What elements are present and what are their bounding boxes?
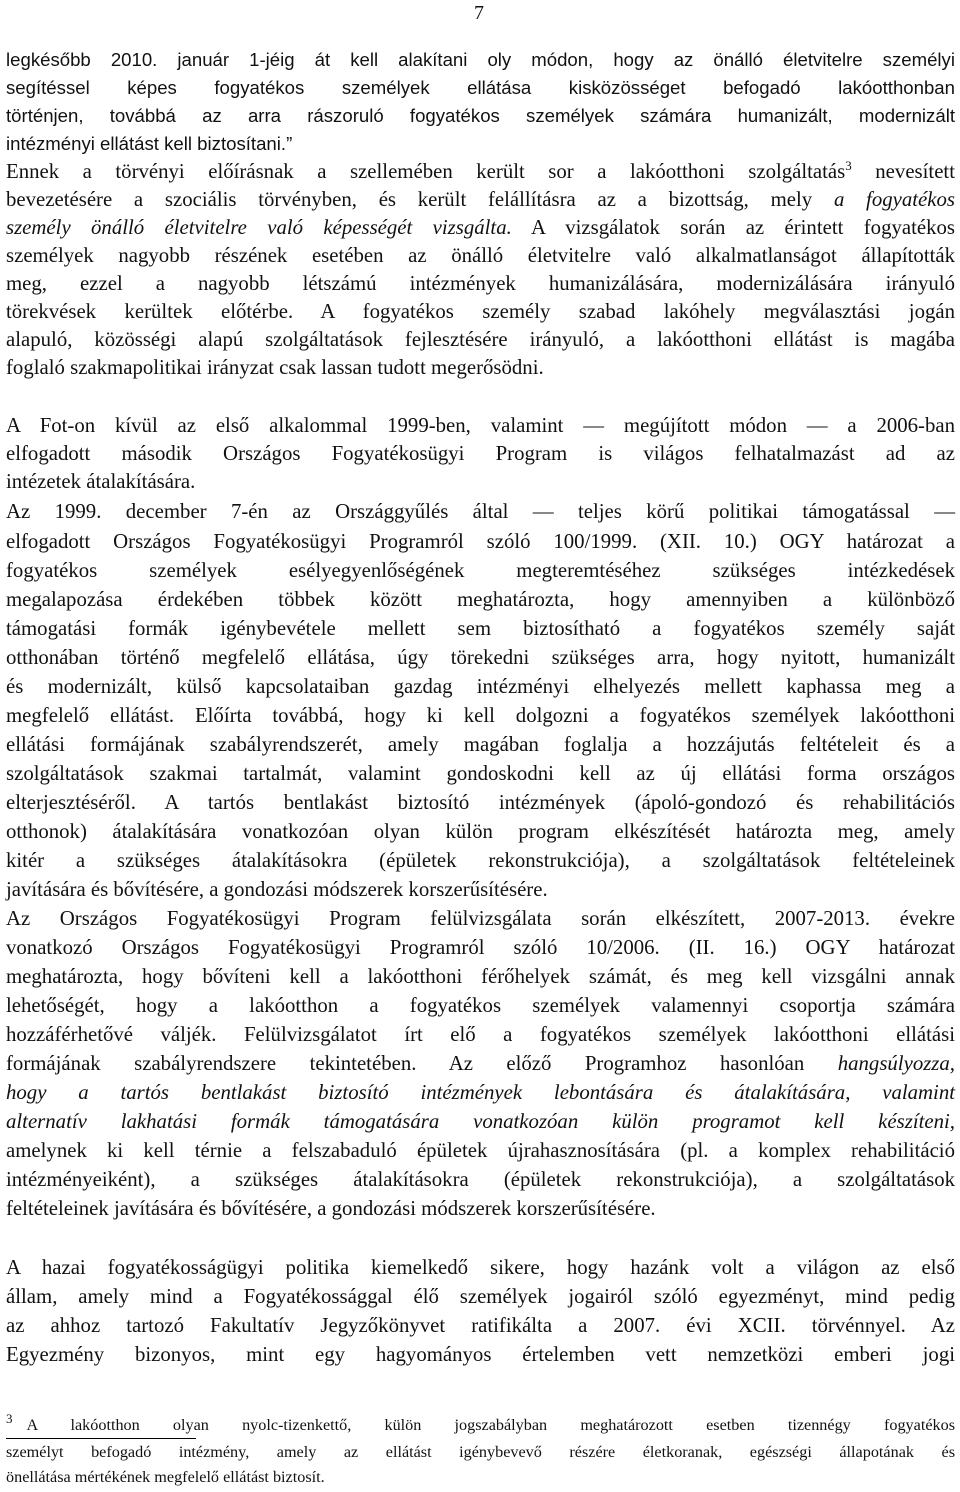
body-text: bevezetésére a szociális törvényben, és került felállításra az a bizottság, mely: [6, 188, 813, 211]
body-line: elfogadott Országos Fogyatékosügyi Programról szóló 100/1999. (XII. 10.) OGY határozat a: [6, 530, 955, 553]
body-line: állam, amely mind a Fogyatékossággal élő személyek jogairól szóló egyezményt, mind pedig: [6, 1285, 955, 1308]
body-line: meghatározta, hogy bővíteni kell a lakóotthoni férőhelyek számát, és meg kell vizsgálni annak: [6, 965, 955, 988]
footnote-line: [6, 1411, 955, 1436]
body-line: legkésőbb 2010. január 1-jéig át kell alakítani oly módon, hogy az önálló életvitelre személyi: [6, 49, 955, 70]
footnote-line: önellátása mértékének megfelelő ellátást biztosít.: [6, 1468, 325, 1486]
body-line: hogy a tartós bentlakást biztosító intézmények lebontására és átalakítására, valamint: [6, 1081, 955, 1104]
body-text: formájának szabályrendszere tekintetében. Az előző Programhoz hasonlóan: [6, 1052, 838, 1075]
body-line: intézményi ellátást kell biztosítani.”: [6, 133, 293, 154]
body-text: nevesített: [851, 160, 955, 183]
body-line: [6, 186, 955, 214]
body-text: Ennek a törvényi előírásnak a szellemében került sor a lakóotthoni szolgáltatás: [6, 160, 846, 183]
body-line: A Fot-on kívül az első alkalommal 1999-ben, valamint — megújított módon — a 2006-ban: [6, 414, 955, 437]
body-line: megfelelő ellátást. Előírta továbbá, hogy ki kell dolgozni a fogyatékos személyek lakóotthoni: [6, 704, 955, 727]
body-line: javítására és bővítésére, a gondozási módszerek korszerűsítésére.: [6, 878, 548, 901]
body-line: intézményeiként), a szükséges átalakításokra (épületek rekonstrukciója), a szolgáltatások: [6, 1168, 955, 1191]
body-line: [6, 158, 955, 186]
body-line: A hazai fogyatékosságügyi politika kiemelkedő sikere, hogy hazánk volt a világon az első: [6, 1256, 955, 1279]
body-line: amelynek ki kell térnie a felszabaduló épületek újrahasznosítására (pl. a komplex rehabilitáció: [6, 1139, 955, 1162]
body-line: történjen, továbbá az arra rászoruló fogyatékos személyek számára humanizált, modernizált: [6, 105, 955, 126]
body-line: intézetek átalakítására.: [6, 470, 196, 493]
body-line: Az 1999. december 7-én az Országgyűlés által — teljes körű politikai támogatással —: [6, 500, 955, 523]
body-line: személyek nagyobb részének esetében az önálló életvitelre való alkalmatlanságot állapították: [6, 244, 955, 267]
body-line: meg, ezzel a nagyobb létszámú intézmények humanizálására, modernizálására irányuló: [6, 272, 955, 295]
body-line: törekvések kerültek előtérbe. A fogyatékos személy szabad lakóhely megválasztási jogán: [6, 300, 955, 323]
italic-text: hangsúlyozza,: [837, 1052, 955, 1075]
body-line: [6, 214, 955, 242]
body-text: A vizsgálatok során az érintett fogyatékos: [511, 216, 955, 239]
body-line: szolgáltatások szakmai tartalmát, valamint gondoskodni kell az új ellátási forma országos: [6, 762, 955, 785]
italic-text: a fogyatékos: [833, 188, 955, 211]
body-line: Az Országos Fogyatékosügyi Program felülvizsgálata során elkészített, 2007-2013. évekre: [6, 907, 955, 930]
body-line: fogyatékos személyek esélyegyenlőségének megteremtéséhez szükséges intézkedések: [6, 559, 955, 582]
body-line: elfogadott második Országos Fogyatékosügyi Program is világos felhatalmazást ad az: [6, 442, 955, 465]
body-line: otthonok) átalakítására vonatkozóan olyan külön program elkészítését határozta meg, amely: [6, 820, 955, 843]
body-line: az ahhoz tartozó Fakultatív Jegyzőkönyvet ratifikálta a 2007. évi XCII. törvénnyel. Az: [6, 1314, 955, 1337]
body-line: támogatási formák igénybevétele mellett sem biztosítható a fogyatékos személy saját: [6, 617, 955, 640]
body-line: elterjesztéséről. A tartós bentlakást biztosító intézmények (ápoló-gondozó és rehabilitációs: [6, 791, 955, 814]
footnote-line: személyt befogadó intézmény, amely az ellátást igénybevevő részére életkoranak, egészségi állapotának és: [6, 1443, 955, 1461]
body-line: otthonában történő megfelelő ellátása, úgy törekedni szükséges arra, hogy nyitott, humanizált: [6, 646, 955, 669]
footnote-separator: [6, 1438, 196, 1439]
body-line: megalapozása érdekében többek között meghatározta, hogy amennyiben a különböző: [6, 588, 955, 611]
footnote-mark: 3: [6, 1411, 13, 1426]
body-line: [6, 1050, 955, 1078]
body-line: feltételeinek javítására és bővítésére, a gondozási módszerek korszerűsítésére.: [6, 1197, 656, 1220]
body-line: foglaló szakmapolitikai irányzat csak lassan tudott megerősödni.: [6, 356, 544, 379]
body-line: alternatív lakhatási formák támogatására vonatkozóan külön programot kell készíteni,: [6, 1110, 955, 1133]
body-line: lehetőségét, hogy a lakóotthon a fogyatékos személyek valamennyi csoportja számára: [6, 994, 955, 1017]
body-line: Egyezmény bizonyos, mint egy hagyományos értelemben vett nemzetközi emberi jogi: [6, 1343, 955, 1366]
body-line: kitér a szükséges átalakításokra (épületek rekonstrukciója), a szolgáltatások feltételeinek: [6, 849, 955, 872]
footnote-reference: 3: [845, 158, 852, 173]
body-line: segítéssel képes fogyatékos személyek ellátása kisközösséget befogadó lakóotthonban: [6, 77, 955, 98]
italic-text: személy önálló életvitelre való képességét vizsgálta.: [6, 216, 512, 239]
footnote-text: A lakóotthon olyan nyolc-tizenkettő, külön jogszabályban meghatározott esetben tizennégy fogyatékos: [26, 1416, 955, 1434]
body-line: ellátási formájának szabályrendszerét, amely magában foglalja a hozzájutás feltételeit és a: [6, 733, 955, 756]
body-line: és modernizált, külső kapcsolataiban gazdag intézményi elhelyezés mellett kaphassa meg a: [6, 675, 955, 698]
body-line: hozzáférhetővé váljék. Felülvizsgálatot írt elő a fogyatékos személyek lakóotthoni ellátási: [6, 1023, 955, 1046]
body-line: alapuló, közösségi alapú szolgáltatások fejlesztésére irányuló, a lakóotthoni ellátást is magába: [6, 328, 955, 351]
body-line: vonatkozó Országos Fogyatékosügyi Programról szóló 10/2006. (II. 16.) OGY határozat: [6, 936, 955, 959]
page-number: 7: [474, 2, 484, 24]
